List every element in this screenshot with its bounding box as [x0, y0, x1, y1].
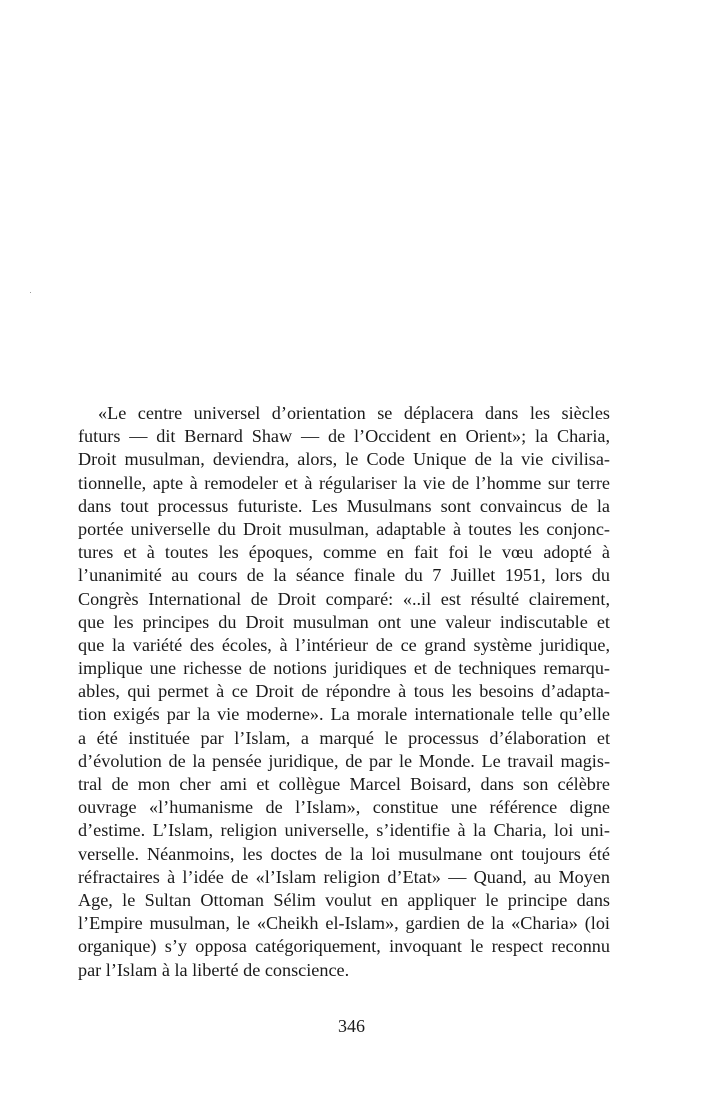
paragraph-line: tures et à toutes les époques, comme en fait foi le vœu adopté à: [78, 542, 610, 563]
paragraph-line: ouvrage «l’humanisme de l’Islam», constitue une référence digne: [78, 797, 610, 818]
paragraph-line: tionnelle, apte à remodeler et à régulariser la vie de l’homme sur terre: [78, 472, 610, 493]
paragraph-line: tion exigés par la vie moderne». La morale internationale telle qu’elle: [78, 704, 610, 725]
paragraph-line: que les principes du Droit musulman ont une valeur indiscutable et: [78, 611, 610, 632]
paragraph-line: Congrès International de Droit comparé: «..il est résulté clairement,: [78, 588, 610, 609]
paragraph-line: futurs — dit Bernard Shaw — de l’Occident en Orient»; la Charia,: [78, 426, 610, 447]
paragraph-line: «Le centre universel d’orientation se déplacera dans les siècles: [98, 403, 610, 423]
paragraph-line: portée universelle du Droit musulman, adaptable à toutes les conjonc-: [78, 518, 610, 539]
paragraph-line: réfractaires à l’idée de «l’Islam religion d’Etat» — Quand, au Moyen: [78, 866, 610, 887]
paragraph-line: tral de mon cher ami et collègue Marcel Boisard, dans son célèbre: [78, 774, 610, 794]
paragraph-line: que la variété des écoles, à l’intérieur de ce grand système juridique,: [78, 634, 610, 655]
paragraph-line: l’Empire musulman, le «Cheikh el-Islam», gardien de la «Charia» (loi: [78, 913, 610, 934]
paragraph-line: par l’Islam à la liberté de conscience.: [78, 959, 350, 980]
paragraph-line: verselle. Néanmoins, les doctes de la loi musulmane ont toujours été: [78, 843, 610, 864]
paragraph-line: a été instituée par l’Islam, a marqué le processus d’élaboration et: [78, 727, 610, 748]
paragraph-line: organique) s’y opposa catégoriquement, invoquant le respect reconnu: [78, 936, 610, 957]
paragraph-line: ables, qui permet à ce Droit de répondre à tous les besoins d’adapta-: [78, 681, 610, 702]
paragraph-line: dans tout processus futuriste. Les Musulmans sont convaincus de la: [78, 495, 610, 516]
paragraph-line: implique une richesse de notions juridiques et de techniques remarqu-: [78, 658, 610, 679]
page-number: 346: [338, 1016, 365, 1036]
paragraph-line: l’unanimité au cours de la séance finale du 7 Juillet 1951, lors du: [78, 565, 610, 586]
paragraph-line: d’estime. L’Islam, religion universelle, s’identifie à la Charia, loi uni-: [78, 820, 610, 841]
paragraph-line: Droit musulman, deviendra, alors, le Code Unique de la vie civilisa-: [78, 449, 610, 470]
paragraph-line: Age, le Sultan Ottoman Sélim voulut en appliquer le principe dans: [78, 889, 610, 910]
body-paragraph: [78, 402, 610, 982]
paragraph-line: d’évolution de la pensée juridique, de par le Monde. Le travail magis-: [78, 750, 610, 771]
scan-speck: [30, 292, 31, 293]
